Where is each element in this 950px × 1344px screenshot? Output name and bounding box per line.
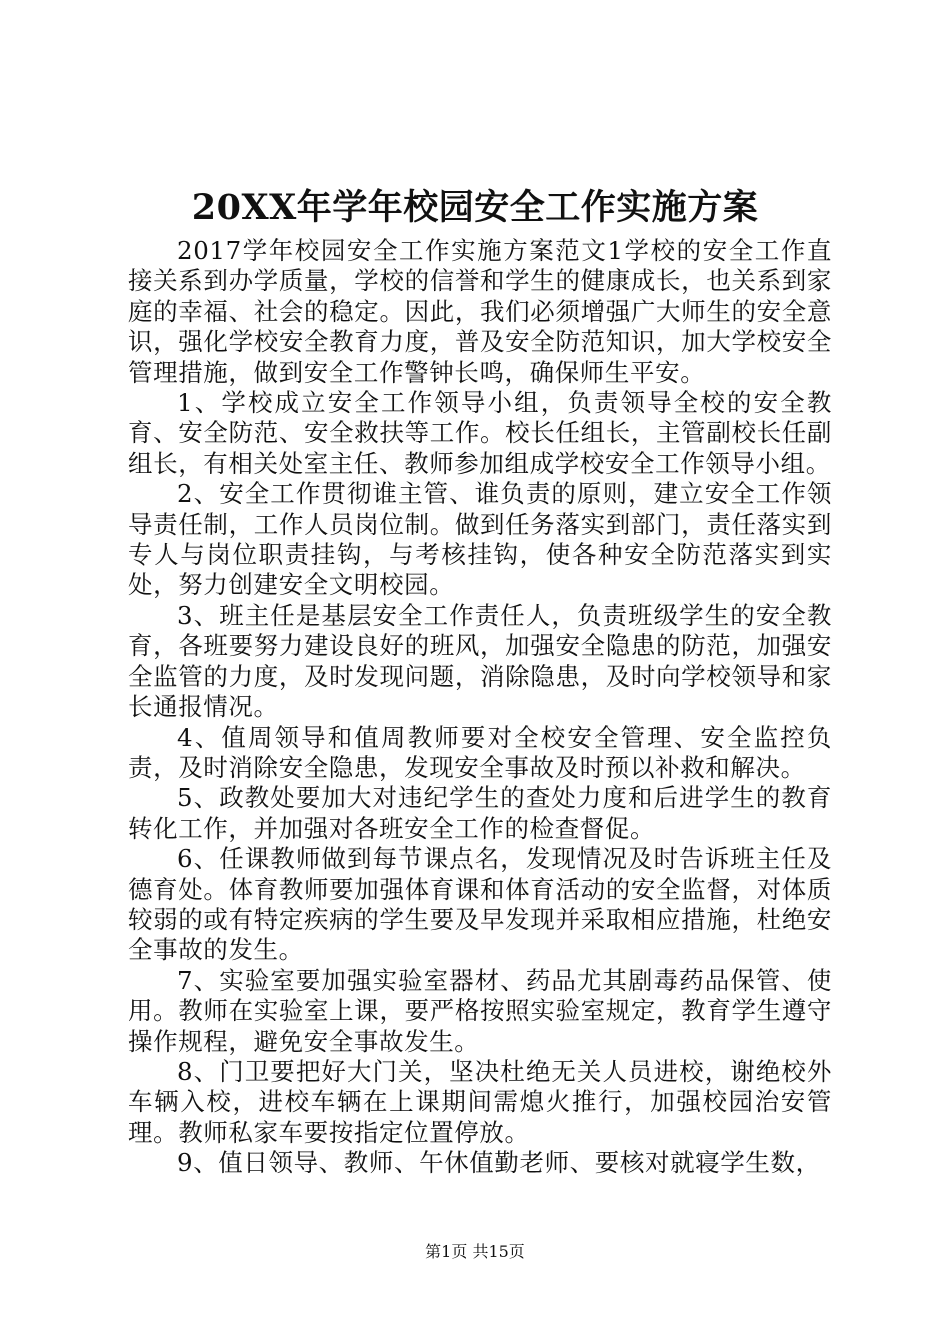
paragraph-item-4: 4、值周领导和值周教师要对全校安全管理、安全监控负责，及时消除安全隐患，发现安全事故及时预以补救和解决。 bbox=[128, 722, 832, 782]
document-body bbox=[128, 236, 832, 1179]
paragraph-item-1: 1、学校成立安全工作领导小组，负责领导全校的安全教育、安全防范、安全救扶等工作。校长任组长，主管副校长任副组长，有相关处室主任、教师参加组成学校安全工作领导小组。 bbox=[128, 388, 832, 478]
paragraph-item-8: 8、门卫要把好大门关，坚决杜绝无关人员进校，谢绝校外车辆入校，进校车辆在上课期间需熄火推行，加强校园治安管理。教师私家车要按指定位置停放。 bbox=[128, 1056, 832, 1147]
paragraph-item-3: 3、班主任是基层安全工作责任人，负责班级学生的安全教育，各班要努力建设良好的班风，加强安全隐患的防范，加强安全监管的力度，及时发现问题，消除隐患，及时向学校领导和家长通报情况。 bbox=[128, 600, 832, 722]
document-title: 20XX年学年校园安全工作实施方案 bbox=[191, 187, 759, 228]
paragraph-item-6: 6、任课教师做到每节课点名，发现情况及时告诉班主任及德育处。体育教师要加强体育课和体育活动的安全监督，对体质较弱的或有特定疾病的学生要及早发现并采取相应措施，杜绝安全事故的发生。 bbox=[128, 844, 832, 965]
paragraph-item-2: 2、安全工作贯彻谁主管、谁负责的原则，建立安全工作领导责任制，工作人员岗位制。做到任务落实到部门，责任落实到专人与岗位职责挂钩，与考核挂钩，使各种安全防范落实到实处，努力创建安全文明校园。 bbox=[128, 479, 832, 600]
paragraph-item-9: 9、值日领导、教师、午休值勤老师、要核对就寝学生数， bbox=[177, 1148, 821, 1178]
page-number-footer: 第1页 共15页 bbox=[425, 1242, 525, 1261]
paragraph-item-5: 5、政教处要加大对违纪学生的查处力度和后进学生的教育转化工作，并加强对各班安全工作的检查督促。 bbox=[128, 783, 832, 843]
paragraph-item-7: 7、实验室要加强实验室器材、药品尤其剧毒药品保管、使用。教师在实验室上课，要严格按照实验室规定，教育学生遵守操作规程，避免安全事故发生。 bbox=[128, 965, 832, 1056]
paragraph-intro: 2017学年校园安全工作实施方案范文1学校的安全工作直接关系到办学质量，学校的信誉和学生的健康成长，也关系到家庭的幸福、社会的稳定。因此，我们必须增强广大师生的安全意识，强化学校安全教育力度，普及安全防范知识，加大学校安全管理措施，做到安全工作警钟长鸣，确保师生平安。 bbox=[128, 236, 832, 387]
